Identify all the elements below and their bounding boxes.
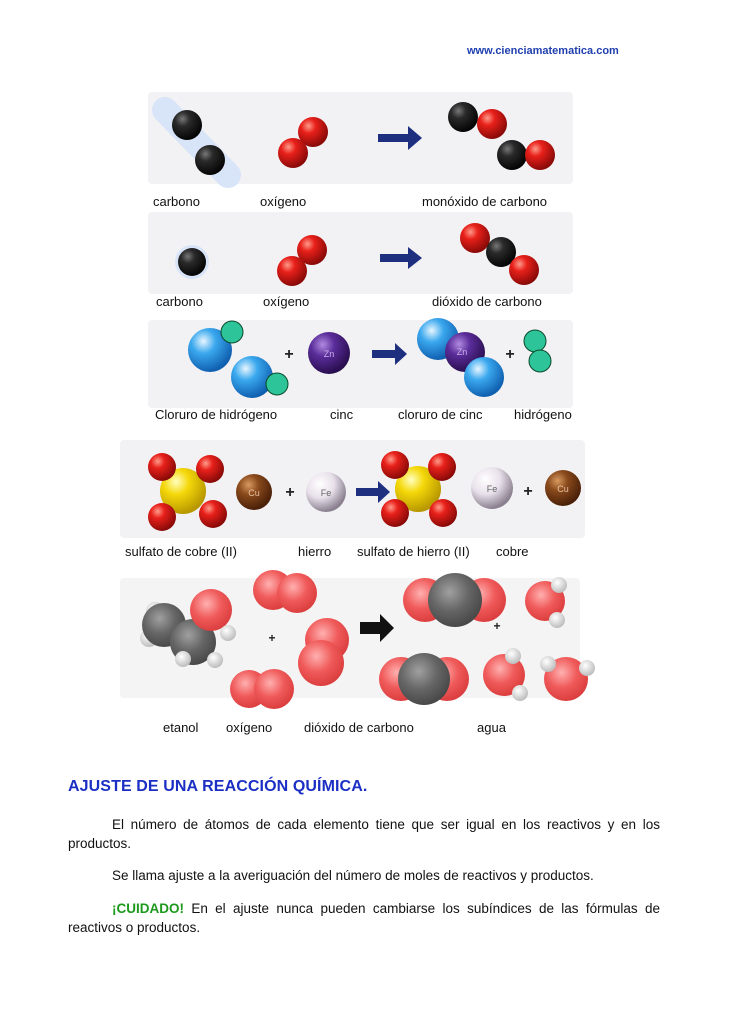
atom-zn-label-2: Zn bbox=[456, 347, 468, 357]
label-monoxido: monóxido de carbono bbox=[422, 194, 548, 209]
label-cloruro-hidrogeno: Cloruro de hidrógeno bbox=[155, 407, 278, 422]
label-oxigeno-2: oxígeno bbox=[263, 294, 310, 309]
label-sulfato-hierro: sulfato de hierro (II) bbox=[357, 544, 470, 559]
label-etanol: etanol bbox=[163, 720, 199, 735]
plus-sign: + bbox=[284, 346, 294, 363]
plus-sign: + bbox=[285, 484, 295, 501]
plus-sign: + bbox=[493, 619, 501, 633]
label-carbono-2: carbono bbox=[156, 294, 203, 309]
paragraph-3 bbox=[68, 899, 660, 937]
atom-fe-label: Fe bbox=[320, 488, 332, 498]
label-sulfato-cobre: sulfato de cobre (II) bbox=[125, 544, 237, 559]
plus-sign: + bbox=[505, 346, 515, 363]
section-title: AJUSTE DE UNA REACCIÓN QUÍMICA. bbox=[68, 778, 368, 795]
atom-fe-label-2: Fe bbox=[486, 484, 498, 494]
label-oxigeno: oxígeno bbox=[260, 194, 307, 209]
paragraph-2: Se llama ajuste a la averiguación del número de moles de reactivos y productos. bbox=[112, 868, 594, 883]
plus-sign: + bbox=[523, 483, 533, 500]
website-url[interactable]: www.cienciamatematica.com bbox=[467, 45, 619, 57]
label-hierro: hierro bbox=[298, 544, 332, 559]
label-cloruro-cinc: cloruro de cinc bbox=[398, 407, 483, 422]
label-cinc: cinc bbox=[330, 407, 354, 422]
atom-zn-label: Zn bbox=[323, 349, 335, 359]
paragraph-1: El número de átomos de cada elemento tiene que ser igual en los reactivos y en los productos. bbox=[68, 817, 660, 851]
atom-cu-label: Cu bbox=[248, 488, 260, 498]
label-cobre: cobre bbox=[496, 544, 529, 559]
paragraph-3-text: En el ajuste nunca pueden cambiarse los subíndices de las fórmulas de reactivos o productos. bbox=[68, 901, 660, 935]
warning-label: ¡CUIDADO! bbox=[112, 901, 184, 916]
label-carbono: carbono bbox=[153, 194, 200, 209]
label-dioxido: dióxido de carbono bbox=[432, 294, 542, 309]
label-agua: agua bbox=[477, 720, 506, 735]
atom-cu-label-2: Cu bbox=[557, 484, 569, 494]
label-hidrogeno: hidrógeno bbox=[514, 407, 572, 422]
label-dioxido-2: dióxido de carbono bbox=[304, 720, 414, 735]
plus-sign: + bbox=[268, 631, 276, 645]
label-oxigeno-3: oxígeno bbox=[226, 720, 273, 735]
